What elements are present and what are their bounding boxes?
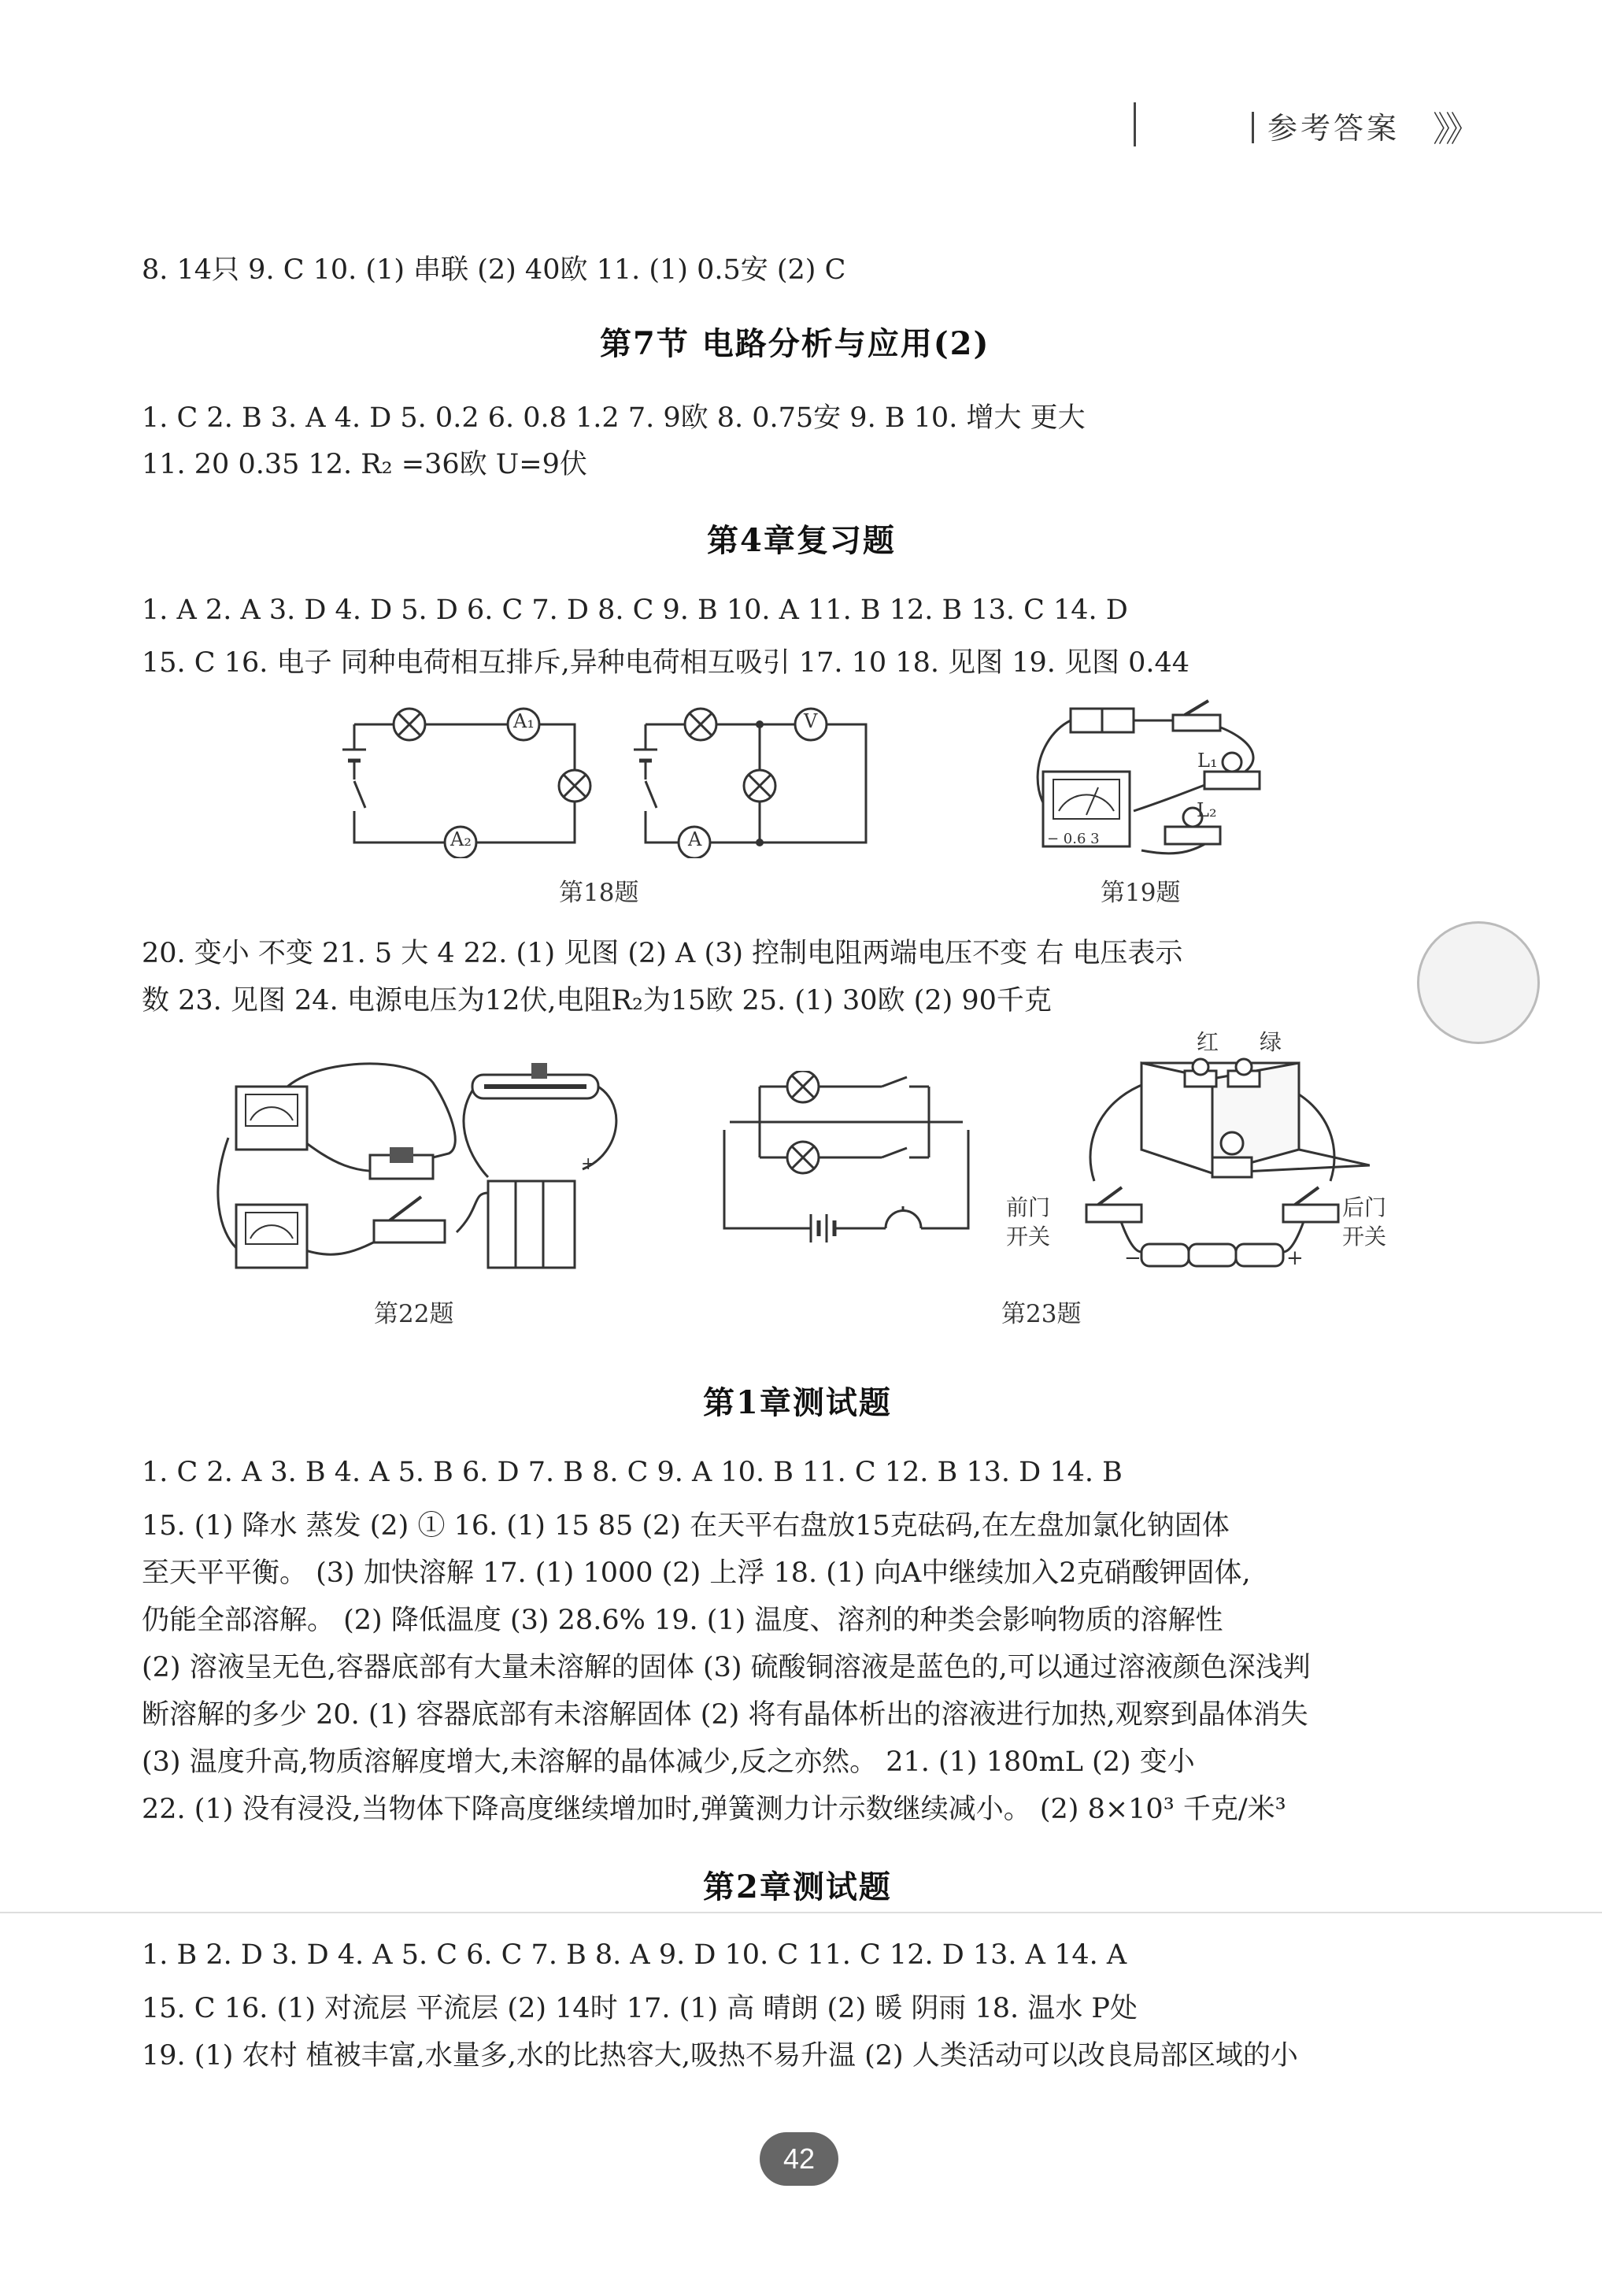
figure-23-circuit-diagram — [716, 1071, 976, 1252]
answer-line: 15. (1) 降水 蒸发 (2) ① 16. (1) 15 85 (2) 在天平右盘放15克砝码,在左盘加氯化钠固体 — [142, 1510, 1230, 1542]
voltmeter-label: V — [804, 710, 818, 732]
figure-22-physical-circuit — [213, 1051, 653, 1287]
page-number-badge — [760, 2132, 838, 2186]
answer-line: 8. 14只 9. C 10. (1) 串联 (2) 40欧 11. (1) 0.5安 (2) C — [142, 254, 846, 286]
header-divider-right — [1252, 112, 1254, 143]
answer-line: 至天平平衡。 (3) 加快溶解 17. (1) 1000 (2) 上浮 18. (1) 向A中继续加入2克硝酸钾固体, — [142, 1557, 1251, 1589]
watermark-stamp — [1417, 921, 1540, 1044]
figure-23-physical-circuit — [1063, 1055, 1370, 1291]
front-door-label: 前门 — [1006, 1194, 1051, 1220]
answer-line: 11. 20 0.35 12. R₂ =36欧 U=9伏 — [142, 449, 587, 480]
meter-scale-label: − 0.6 3 — [1047, 831, 1100, 847]
header-divider-left — [1134, 102, 1136, 146]
answer-line: 1. C 2. B 3. A 4. D 5. 0.2 6. 0.8 1.2 7. 9欧 8. 0.75安 9. B 10. 增大 更大 — [142, 402, 1086, 434]
section-title: 第2章测试题 — [703, 1868, 892, 1905]
page-number: 42 — [783, 2142, 816, 2175]
answer-line: (3) 温度升高,物质溶解度增大,未溶解的晶体减少,反之亦然。 21. (1) 180mL (2) 变小 — [142, 1746, 1195, 1778]
ammeter-a2-label: A₂ — [450, 828, 472, 850]
back-switch-label: 开关 — [1342, 1224, 1387, 1250]
ammeter-a1-label: A₁ — [513, 710, 535, 732]
svg-text:+: + — [581, 1154, 596, 1174]
lamp-l1-label: L₁ — [1197, 750, 1218, 772]
figure-18-caption: 第18题 — [559, 879, 639, 907]
answer-line: 15. C 16. (1) 对流层 平流层 (2) 14时 17. (1) 高 晴朗 (2) 暖 阴雨 18. 温水 P处 — [142, 1993, 1138, 2024]
green-lamp-label: 绿 — [1260, 1029, 1282, 1055]
answer-line: 1. B 2. D 3. D 4. A 5. C 6. C 7. B 8. A 9. D 10. C 11. C 12. D 13. A 14. A — [142, 1939, 1127, 1971]
answer-line: 20. 变小 不变 21. 5 大 4 22. (1) 见图 (2) A (3) 控制电阻两端电压不变 右 电压表示 — [142, 938, 1183, 969]
header-arrow-icon: 》》 — [1433, 109, 1475, 150]
answer-line: (2) 溶液呈无色,容器底部有大量未溶解的固体 (3) 硫酸铜溶液是蓝色的,可以通过溶液颜色深浅判 — [142, 1652, 1311, 1683]
figure-22-caption: 第22题 — [374, 1300, 454, 1328]
figure-23-caption: 第23题 — [1001, 1300, 1082, 1328]
svg-text:−: − — [1124, 1246, 1141, 1270]
answer-line: 1. A 2. A 3. D 4. D 5. D 6. C 7. D 8. C 9. B 10. A 11. B 12. B 13. C 14. D — [142, 594, 1128, 626]
answer-line: 22. (1) 没有浸没,当物体下降高度继续增加时,弹簧测力计示数继续减小。 (2) 8×10³ 千克/米³ — [142, 1794, 1286, 1825]
header-title: 参考答案 — [1267, 111, 1400, 146]
answer-line: 数 23. 见图 24. 电源电压为12伏,电阻R₂为15欧 25. (1) 30欧 (2) 90千克 — [142, 985, 1052, 1017]
answer-line: 仍能全部溶解。 (2) 降低温度 (3) 28.6% 19. (1) 温度、溶剂的种类会影响物质的溶解性 — [142, 1605, 1223, 1636]
section-title: 第1章测试题 — [703, 1384, 892, 1421]
page-fold-line — [0, 1912, 1602, 1913]
front-switch-label: 开关 — [1006, 1224, 1051, 1250]
answer-line: 19. (1) 农村 植被丰富,水量多,水的比热容大,吸热不易升温 (2) 人类活动可以改良局部区域的小 — [142, 2040, 1298, 2072]
section-title: 第7节 电路分析与应用(2) — [600, 325, 990, 362]
red-lamp-label: 红 — [1197, 1029, 1219, 1055]
figure-19-caption: 第19题 — [1101, 879, 1181, 907]
answer-line: 15. C 16. 电子 同种电荷相互排斥,异种电荷相互吸引 17. 10 18. 见图 19. 见图 0.44 — [142, 647, 1190, 679]
svg-text:+: + — [1286, 1246, 1304, 1270]
answer-line: 1. C 2. A 3. B 4. A 5. B 6. D 7. B 8. C 9. A 10. B 11. C 12. B 13. D 14. B — [142, 1457, 1123, 1488]
answer-line: 断溶解的多少 20. (1) 容器底部有未溶解固体 (2) 将有晶体析出的溶液进行加热,观察到晶体消失 — [142, 1699, 1308, 1731]
figure-18-circuit-b — [630, 693, 882, 858]
back-door-label: 后门 — [1342, 1194, 1387, 1220]
lamp-l2-label: L₂ — [1197, 799, 1217, 821]
section-title: 第4章复习题 — [707, 522, 896, 559]
ammeter-label: A — [688, 828, 702, 850]
